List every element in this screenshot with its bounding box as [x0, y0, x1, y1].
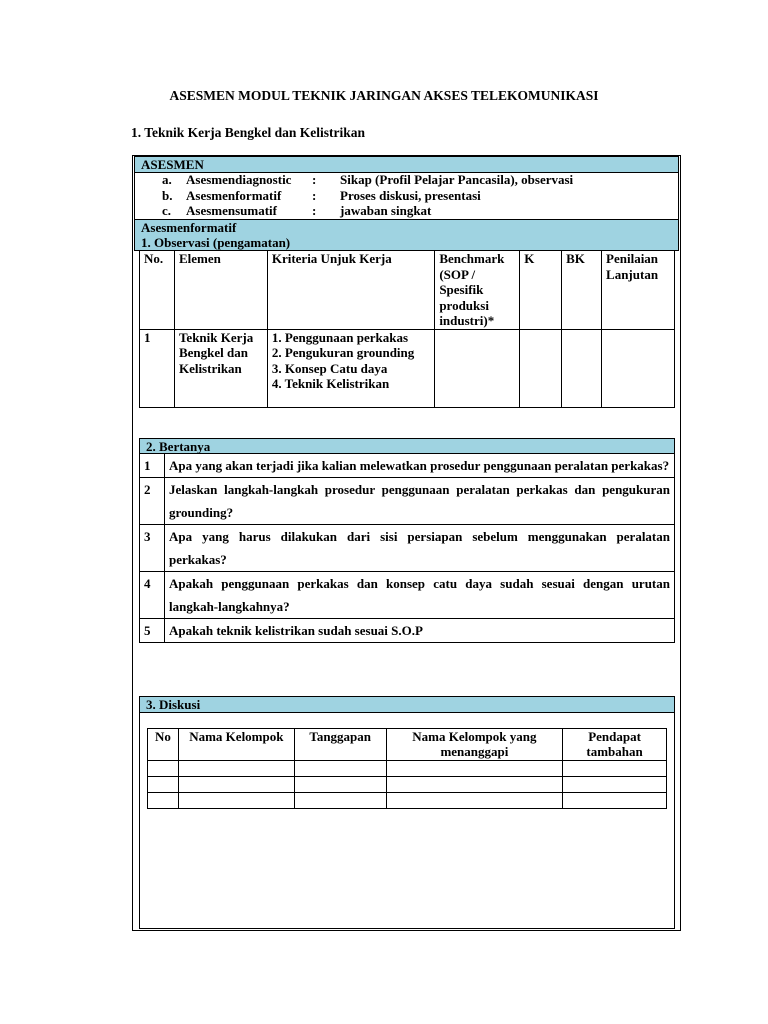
asesmen-item-c-name: Asesmensumatif [186, 203, 277, 218]
asesmen-item-a-desc: Sikap (Profil Pelajar Pancasila), observasi [340, 172, 574, 187]
question-no: 4 [140, 572, 165, 619]
question-row [140, 525, 675, 572]
cell[interactable] [178, 777, 294, 793]
cell[interactable] [294, 793, 386, 809]
asesmen-item-b-desc: Proses diskusi, presentasi [340, 188, 481, 203]
col-no: No. [140, 251, 175, 330]
formatif-label: Asesmenformatif [141, 220, 237, 235]
kriteria-item: 1. Penggunaan perkakas [271, 329, 408, 345]
col-kriteria: Kriteria Unjuk Kerja [267, 251, 434, 330]
row-penilaian-cell[interactable] [602, 329, 675, 407]
diskusi-table [147, 728, 667, 809]
col-tanggapan: Tanggapan [294, 729, 386, 761]
question-no: 2 [140, 478, 165, 525]
asesmen-item-a-sep: : [312, 172, 317, 187]
cell[interactable] [178, 793, 294, 809]
col-nama-kelompok-menanggapi: Nama Kelompok yang menanggapi [386, 729, 563, 761]
question-text: Apa yang harus dilakukan dari sisi persiapan sebelum menggunakan peralatan perkakas? [165, 525, 675, 572]
row-no: 1 [140, 329, 175, 407]
cell[interactable] [563, 761, 667, 777]
cell[interactable] [386, 761, 563, 777]
formatif-header [134, 219, 679, 251]
cell[interactable] [386, 777, 563, 793]
row-elemen: Teknik Kerja Bengkel dan Kelistrikan [174, 329, 267, 407]
row-k-cell[interactable] [520, 329, 562, 407]
bertanya-table [139, 453, 675, 643]
kriteria-item: 3. Konsep Catu daya [271, 360, 388, 376]
cell[interactable] [386, 793, 563, 809]
question-text: Apakah penggunaan perkakas dan konsep catu daya sudah sesuai dengan urutan langkah-langkahnya? [165, 572, 675, 619]
question-no: 1 [140, 454, 165, 478]
cell[interactable] [148, 793, 179, 809]
observasi-row-1 [140, 329, 675, 407]
row-kriteria [267, 329, 434, 407]
kriteria-item: 4. Teknik Kelistrikan [271, 376, 390, 391]
col-penilaian: Penilaian Lanjutan [602, 251, 675, 330]
col-pendapat-tambahan: Pendapat tambahan [563, 729, 667, 761]
col-benchmark: Benchmark (SOP / Spesifik produksi industri)* [435, 251, 520, 330]
question-no: 5 [140, 619, 165, 643]
cell[interactable] [148, 777, 179, 793]
cell[interactable] [178, 761, 294, 777]
observasi-table [139, 250, 675, 408]
diskusi-row [148, 777, 667, 793]
document-title: ASESMEN MODUL TEKNIK JARINGAN AKSES TELEKOMUNIKASI [169, 88, 599, 103]
col-bk: BK [562, 251, 602, 330]
question-row [140, 478, 675, 525]
asesmen-item-c-desc: jawaban singkat [340, 203, 432, 218]
question-text: Apa yang akan terjadi jika kalian melewatkan prosedur penggunaan peralatan perkakas? [165, 454, 675, 478]
question-no: 3 [140, 525, 165, 572]
asesmen-item-b-name: Asesmenformatif [186, 188, 282, 203]
col-elemen: Elemen [174, 251, 267, 330]
diskusi-row [148, 761, 667, 777]
kriteria-item: 2. Pengukuran grounding [271, 345, 415, 360]
asesmen-header: ASESMEN [134, 156, 679, 173]
cell[interactable] [294, 761, 386, 777]
diskusi-row [148, 793, 667, 809]
cell[interactable] [563, 793, 667, 809]
row-benchmark-cell[interactable] [435, 329, 520, 407]
observasi-header-row [140, 251, 675, 330]
question-text: Jelaskan langkah-langkah prosedur penggunaan peralatan perkakas dan pengukuran grounding? [165, 478, 675, 525]
asesmen-item-c-sep: : [312, 203, 317, 218]
asesmen-item-b-sep: : [312, 188, 317, 203]
asesmen-item-b-letter: b. [162, 188, 173, 203]
question-text: Apakah teknik kelistrikan sudah sesuai S.O.P [165, 619, 675, 643]
cell[interactable] [148, 761, 179, 777]
diskusi-header-row [148, 729, 667, 761]
section-title: 1. Teknik Kerja Bengkel dan Kelistrikan [131, 125, 366, 140]
row-bk-cell[interactable] [562, 329, 602, 407]
cell[interactable] [563, 777, 667, 793]
bertanya-header: 2. Bertanya [139, 438, 675, 454]
cell[interactable] [294, 777, 386, 793]
asesmen-item-a-name: Asesmendiagnostic [186, 172, 292, 187]
question-row [140, 572, 675, 619]
question-row [140, 619, 675, 643]
question-row [140, 454, 675, 478]
observasi-label: 1. Observasi (pengamatan) [141, 235, 291, 250]
asesmen-item-a-letter: a. [162, 172, 172, 187]
asesmen-item-c-letter: c. [162, 203, 172, 218]
col-nama-kelompok: Nama Kelompok [178, 729, 294, 761]
diskusi-header: 3. Diskusi [139, 696, 675, 713]
col-k: K [520, 251, 562, 330]
col-no: No [148, 729, 179, 761]
